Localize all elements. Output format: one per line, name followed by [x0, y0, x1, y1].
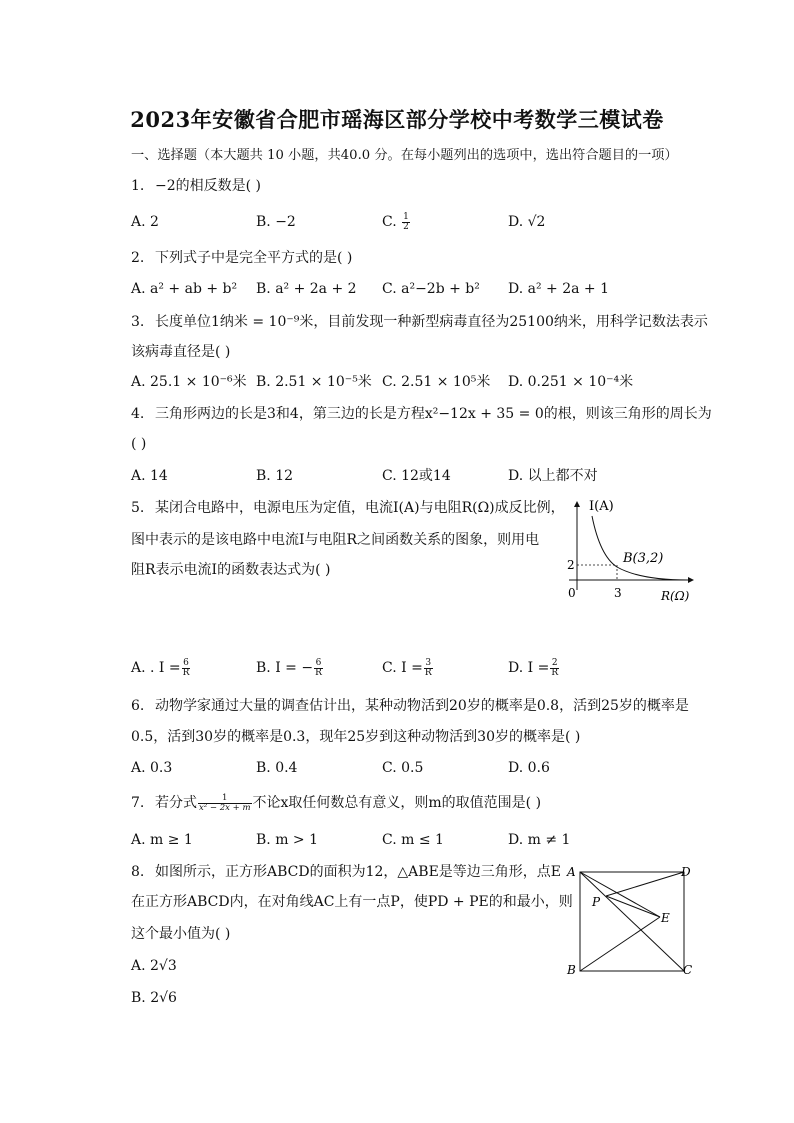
option-label: C.	[382, 214, 402, 230]
segment-be	[580, 917, 660, 971]
question-number: 8.	[131, 864, 145, 880]
denominator: R	[315, 667, 322, 678]
question-3-line2: 该病毒直径是( )	[131, 344, 231, 360]
option-b: B. 2.51 × 10⁻⁵米	[256, 374, 372, 390]
option-a: A. 2√3	[131, 958, 177, 974]
question-number: 2.	[131, 250, 145, 266]
option-b: B. 0.4	[256, 760, 298, 776]
denominator: R	[551, 667, 559, 678]
denominator: 2	[403, 221, 409, 232]
question-text-pre: 若分式	[155, 795, 197, 811]
option-b	[256, 658, 324, 678]
option-b: B. a² + 2a + 2	[256, 281, 357, 297]
option-c: C. 0.5	[382, 760, 424, 776]
vertex-label-d: D	[681, 865, 691, 879]
hyperbola-curve	[592, 516, 688, 580]
question-6-line2: 0.5，活到30岁的概率是0.3，现年25岁到这种动物活到30岁的概率是( )	[131, 729, 581, 745]
option-c: C. m ≤ 1	[382, 832, 444, 848]
fraction	[314, 659, 323, 678]
segment-pd	[606, 872, 684, 896]
option-d: D. 0.6	[508, 760, 550, 776]
numerator: 3	[425, 657, 432, 668]
option-d: D. m ≠ 1	[508, 832, 571, 848]
question-text-line1: 某闭合电路中，电源电压为定值，电流I(A)与电阻R(Ω)成反比例，	[155, 500, 565, 516]
option-d: D. a² + 2a + 1	[508, 281, 610, 297]
question-number: 6.	[131, 698, 145, 714]
numerator: 6	[315, 657, 322, 668]
option-a: A. 14	[131, 468, 168, 484]
section-header: 一、选择题（本大题共 10 小题，共40.0 分。在每小题列出的选项中，选出符合题目的一项）	[131, 148, 678, 163]
numerator: 6	[183, 657, 189, 668]
question-number: 5.	[131, 500, 145, 516]
current-resistance-graph	[555, 494, 700, 608]
vertex-label-b: B	[567, 963, 576, 977]
question-number: 4.	[131, 406, 145, 422]
question-text: 下列式子中是完全平方式的是( )	[155, 250, 353, 266]
option-a: A. 2	[131, 214, 159, 230]
question-text-line1: 长度单位1纳米 = 10⁻⁹米，目前发现一种新型病毒直径为25100纳米，用科学记数法表示	[155, 314, 708, 330]
question-1	[131, 176, 261, 196]
point-label: B(3,2)	[623, 551, 664, 566]
option-label: C. I =	[382, 660, 423, 676]
option-a: A. 25.1 × 10⁻⁶米	[131, 374, 247, 390]
question-3	[131, 312, 708, 332]
option-c: C. 12或14	[382, 468, 451, 484]
fraction	[550, 659, 559, 678]
point-label-e: E	[661, 911, 670, 925]
denominator: R	[424, 667, 432, 678]
option-d: D. √2	[508, 214, 546, 230]
option-label: A. . I =	[131, 660, 181, 676]
fraction	[402, 213, 410, 232]
question-4	[131, 404, 712, 424]
question-8-line2: 在正方形ABCD内，在对角线AC上有一点P，使PD + PE的和最小，则	[131, 894, 573, 910]
point-label-p: P	[592, 895, 601, 909]
option-b: B. 2√6	[131, 990, 177, 1006]
option-a: A. a² + ab + b²	[131, 281, 238, 297]
option-b: B. 12	[256, 468, 294, 484]
option-a: A. 0.3	[131, 760, 173, 776]
question-7	[131, 793, 541, 813]
denominator: R	[182, 667, 190, 678]
denominator: x² − 2x + m	[199, 802, 251, 813]
square-geometry-figure	[562, 860, 697, 982]
vertex-label-c: C	[683, 963, 693, 977]
y-tick-label: 2	[567, 558, 575, 572]
option-b: B. m > 1	[256, 832, 319, 848]
question-number: 3.	[131, 314, 145, 330]
x-axis-label: R(Ω)	[661, 589, 690, 603]
option-label: D. I =	[508, 660, 550, 676]
option-c: C. a²−2b + b²	[382, 281, 480, 297]
option-a	[131, 658, 191, 678]
question-text-post: 不论x取任何数总有意义，则m的取值范围是( )	[252, 795, 542, 811]
page-title: 2023年安徽省合肥市瑶海区部分学校中考数学三模试卷	[130, 107, 664, 132]
numerator: 1	[403, 211, 409, 222]
fraction	[424, 659, 433, 678]
question-4-line2: ( )	[131, 436, 147, 452]
question-text-line1: 动物学家通过大量的调查估计出，某种动物活到20岁的概率是0.8，活到25岁的概率是	[155, 698, 689, 714]
option-c: C. 2.51 × 10⁵米	[382, 374, 491, 390]
question-5-line2: 图中表示的是该电路中电流I与电阻R之间函数关系的图象，则用电	[131, 532, 540, 548]
question-2	[131, 248, 352, 268]
option-label: B. I = −	[256, 660, 314, 676]
question-5	[131, 498, 565, 518]
option-c	[382, 658, 434, 678]
question-text-line1: 如图所示，正方形ABCD的面积为12，△ABE是等边三角形，点E	[155, 864, 562, 880]
numerator: 1	[198, 794, 252, 804]
option-a: A. m ≥ 1	[131, 832, 193, 848]
option-d	[508, 658, 560, 678]
question-5-line3: 阻R表示电流I的函数表达式为( )	[131, 562, 331, 578]
option-d: D. 以上都不对	[508, 468, 598, 484]
fraction	[198, 794, 252, 813]
question-number: 7.	[131, 795, 145, 811]
question-8-line3: 这个最小值为( )	[131, 926, 231, 942]
option-c	[382, 212, 411, 232]
numerator: 2	[551, 657, 558, 668]
option-b: B. −2	[256, 214, 296, 230]
y-axis-label: I(A)	[589, 499, 614, 514]
x-tick-label: 3	[614, 586, 622, 600]
question-8	[131, 862, 561, 882]
segment-pe	[606, 896, 660, 917]
question-text: −2的相反数是( )	[155, 178, 262, 194]
vertex-label-a: A	[567, 865, 576, 879]
question-number: 1.	[131, 178, 145, 194]
fraction	[182, 659, 191, 678]
option-d: D. 0.251 × 10⁻⁴米	[508, 374, 634, 390]
question-6	[131, 696, 689, 716]
question-text-line1: 三角形两边的长是3和4，第三边的长是方程x²−12x + 35 = 0的根，则该三角形的周长为	[155, 406, 712, 422]
origin-label: 0	[568, 586, 576, 600]
